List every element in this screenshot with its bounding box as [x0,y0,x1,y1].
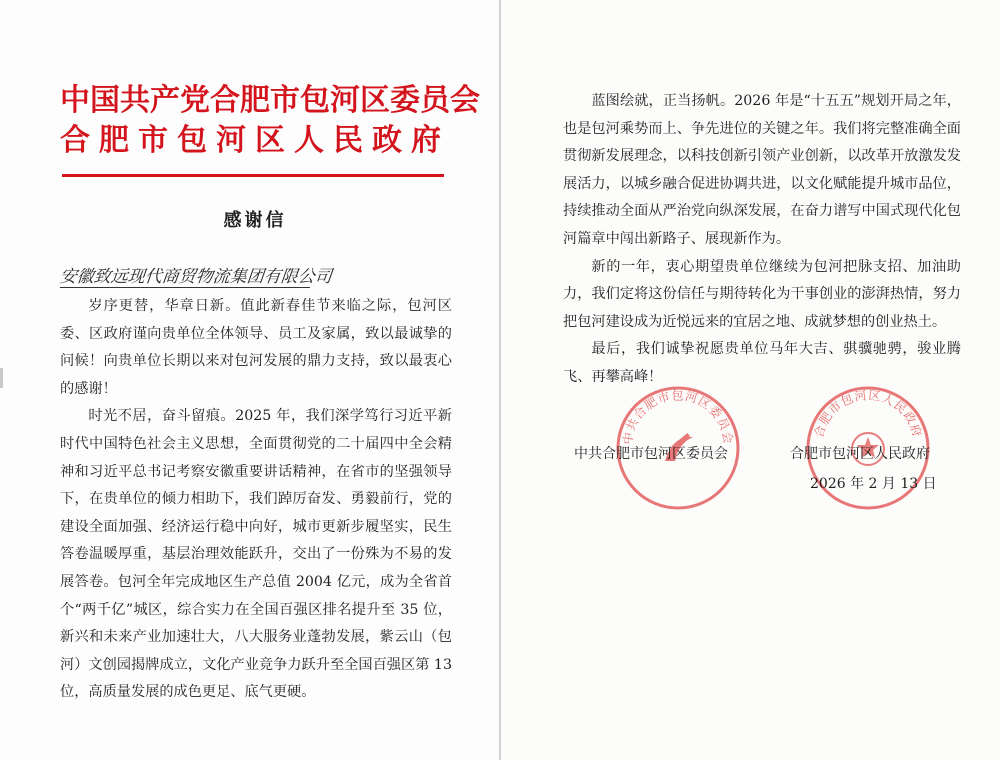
svg-text:中共合肥市包河区委员会 [620,388,736,445]
recipient-underline [60,287,310,288]
paragraph-blueprint: 蓝图绘就，正当扬帆。2026 年是“十五五”规划开局之年，也是包河乘势而上、争先进位的关键之年。我们将完整准确全面贯彻新发展理念，以科技创新引领产业创新，以改革开放激发发展活力，以城乡融合促进协调共进，以文化赋能提升城市品位，持续推动全面从严治党向纵深发展，在奋力谱写中国式现代化包河篇章中闯出新路子、展现新作为。 [563,93,961,247]
red-header-rule [62,174,444,177]
left-page [0,0,499,760]
paragraph-new-year: 新的一年，衷心期望贵单位继续为包河把脉支招、加油助力，我们定将这份信任与期待转化为干事创业的澎湃热情，努力把包河建设成为近悦远来的宜居之地、成就梦想的创业热土。 [563,258,961,330]
signature-party-committee: 中共合肥市包河区委员会 [574,446,728,462]
letter-body-right [563,88,961,392]
paragraph-achievements: 时光不居，奋斗留痕。2025 年，我们深学笃行习近平新时代中国特色社会主义思想，全面贯彻党的二十届四中全会精神和习近平总书记考察安徽重要讲话精神，在省市的坚强领导下，在贵单位的倾力相助下，我们踔厉奋发、勇毅前行，党的建设全面加强、经济运行稳中向好，城市更新步履坚实，民生答卷温暖厚重，基层治理效能跃升，交出了一份殊为不易的发展答卷。包河全年完成地区生产总值 2004 亿元，成为全省首个“两千亿”城区，综合实力在全国百强区排名提升至 35 位，新兴和未来产业加速壮大，八大服务业蓬勃发展，紫云山（包河）文创园揭牌成立，文化产业竞争力跃升至全国百强区第 13 位，高质量发展的成色更足、底气更硬。 [60,408,452,701]
seal1-text: 中共合肥市包河区委员会 [620,388,736,446]
svg-text:合肥市包河区人民政府 [811,388,925,439]
header-party-committee: 中国共产党合肥市包河区委员会 [60,83,480,118]
header-government: 合肥市包河区人民政府 [60,123,450,158]
seal2-text: 合肥市包河区人民政府 [811,388,925,440]
letter-title: 感谢信 [223,210,287,231]
right-page [501,0,1000,760]
paragraph-closing: 最后，我们诚挚祝愿贵单位马年大吉、骐骥驰骋，骏业腾飞、再攀高峰！ [563,341,961,385]
recipient-handwritten: 安徽致远现代商贸物流集团有限公司 [58,267,333,287]
signature-government: 合肥市包河区人民政府 [790,446,930,462]
scan-edge-mark [0,368,3,388]
paragraph-greeting: 岁序更替，华章日新。值此新春佳节来临之际，包河区委、区政府谨向贵单位全体领导、员工及家属，致以最诚挚的问候！向贵单位长期以来对包河发展的鼎力支持，致以最衷心的感谢！ [60,298,452,397]
letter-body-left [60,293,452,707]
signature-date: 2026 年 2 月 13 日 [810,476,937,492]
